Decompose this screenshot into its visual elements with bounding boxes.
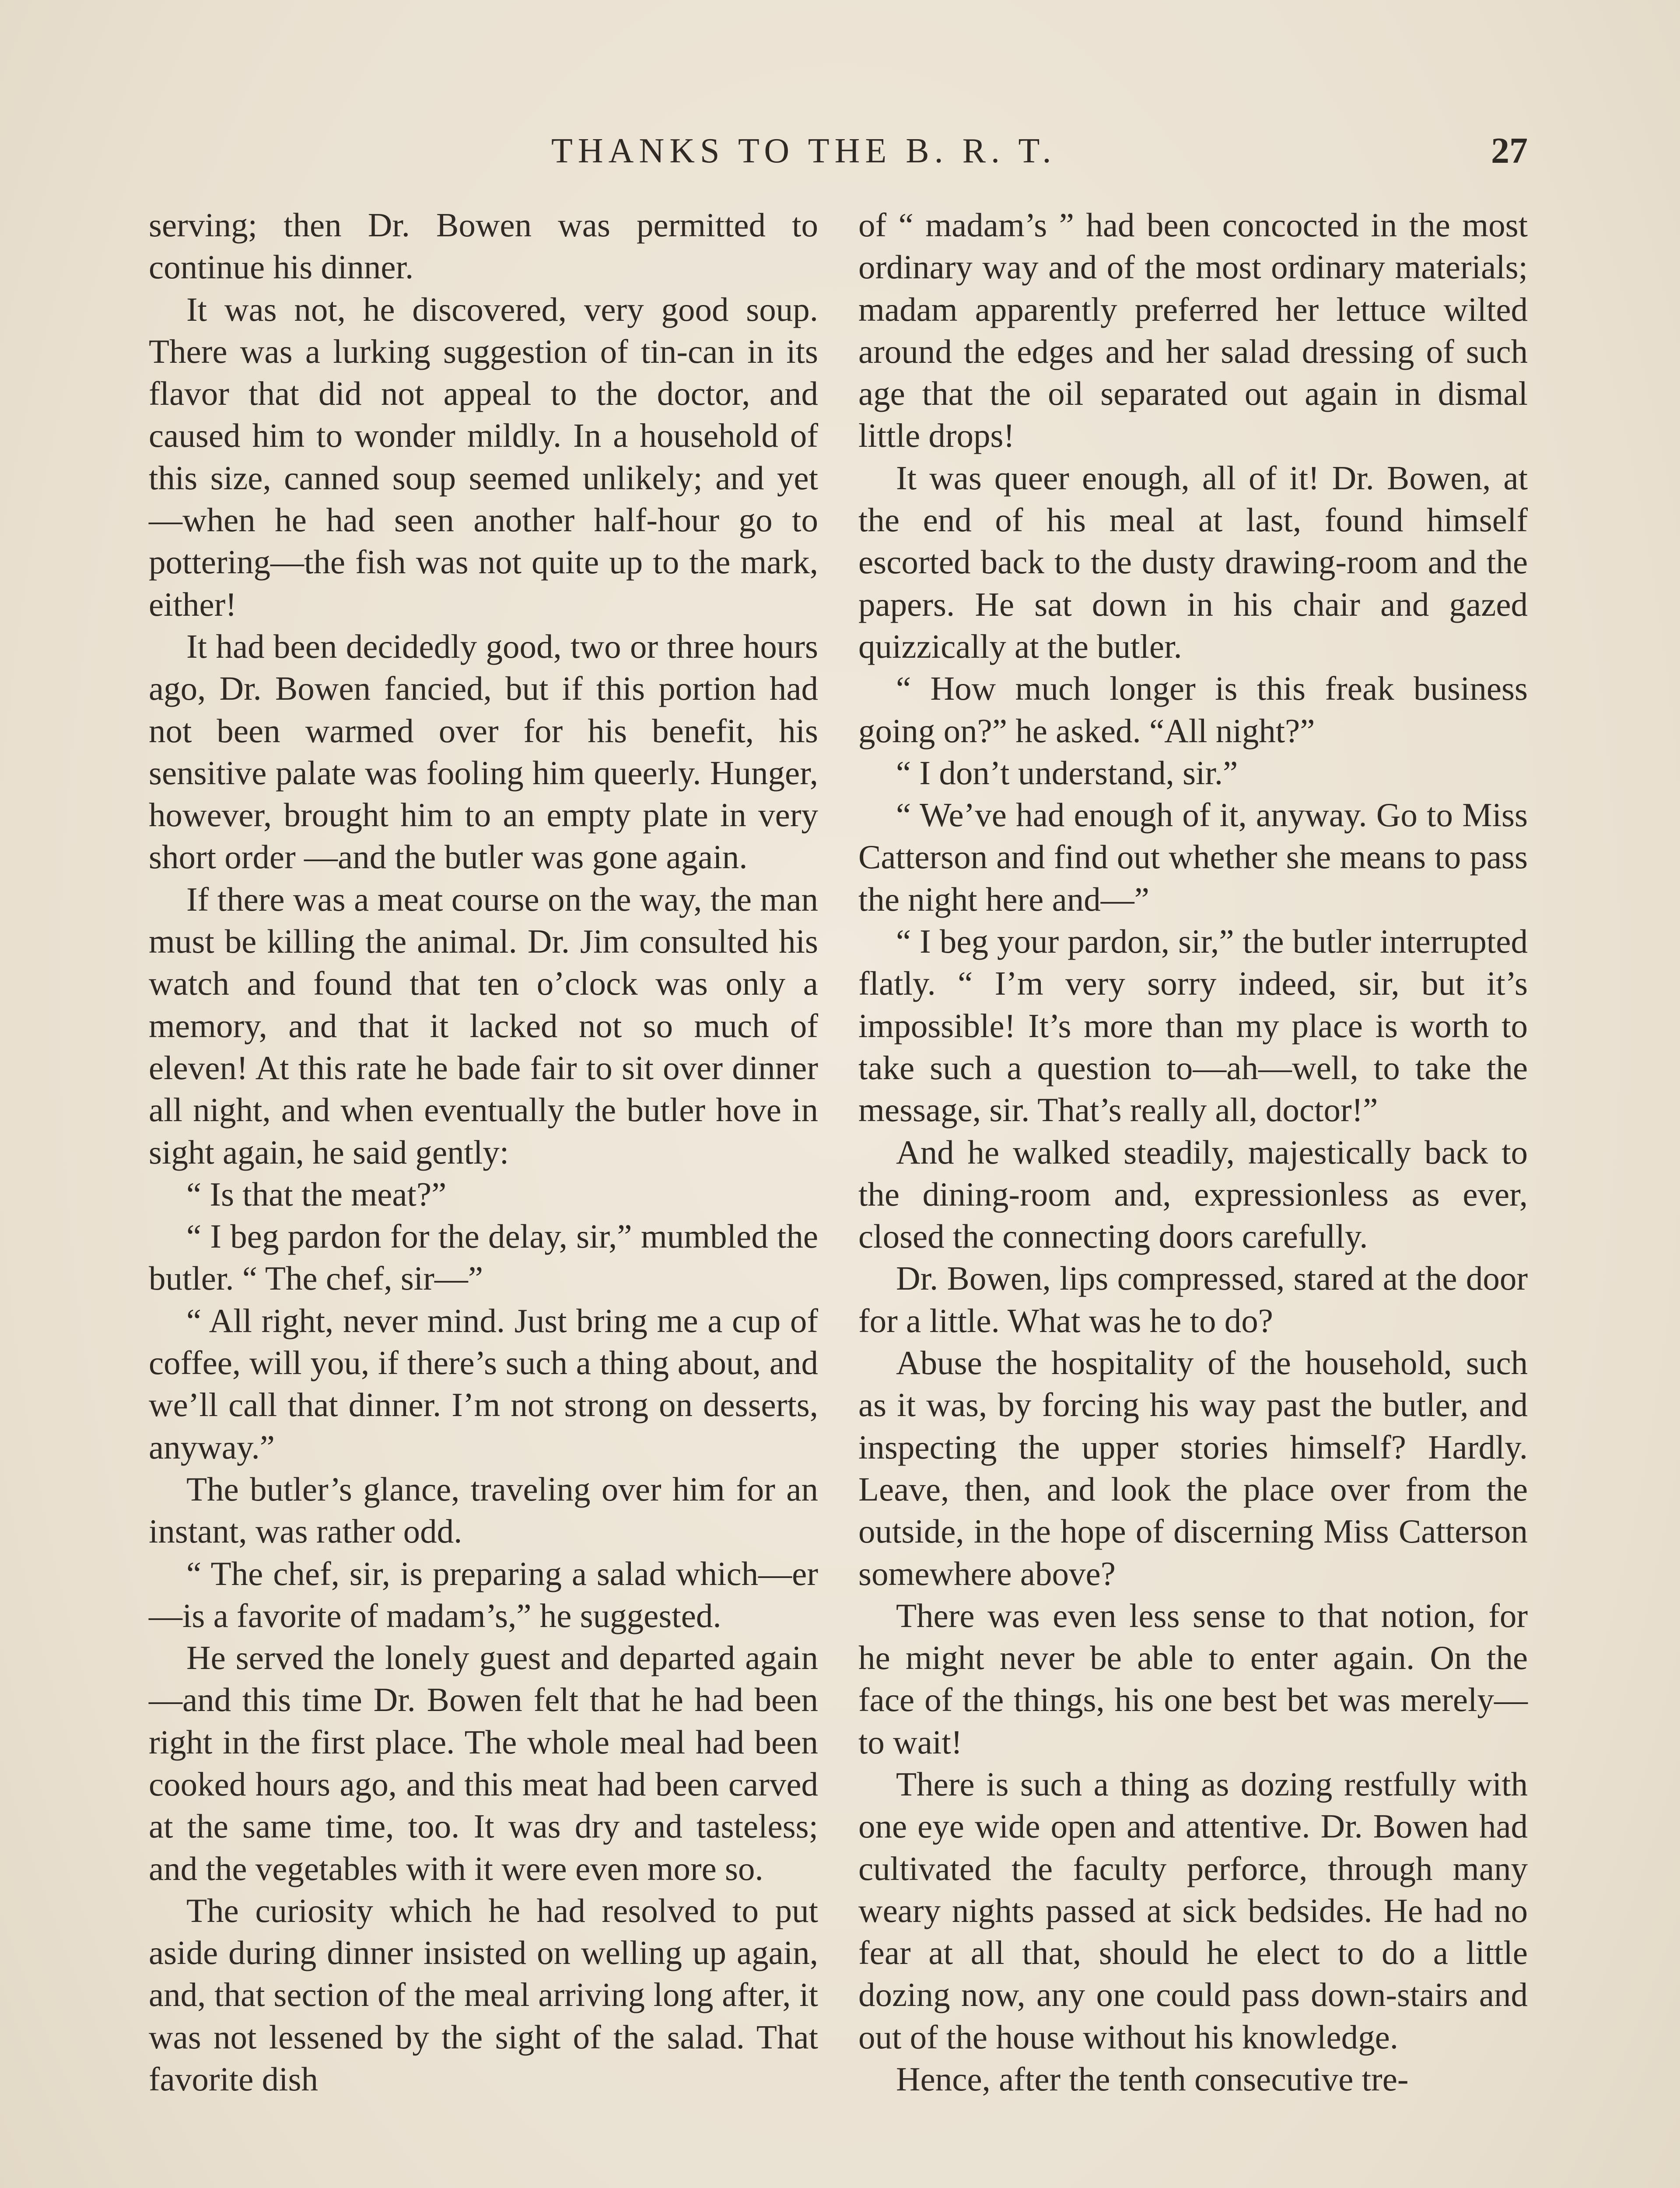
paragraph: “ I beg your pardon, sir,” the butler interrupted flatly. “ I’m very sorry indeed, sir, but it’s impossible! It’s more than my place is worth to take such a question to—ah—well, to take the message, sir. That’s really all, doctor!” <box>858 922 1528 1129</box>
paragraph: Hence, after the tenth consecutive tre- <box>896 2060 1409 2098</box>
paragraph: He served the lonely guest and departed again—and this time Dr. Bowen felt that he had been right in the first place. The whole meal had been cooked hours ago, and this meat had been carved at the same time, too. It was dry and tasteless; and the vegetables with it were even more so. <box>149 1639 818 1887</box>
paragraph: “ All right, never mind. Just bring me a cup of coffee, will you, if there’s such a thing about, and we’ll call that dinner. I’m not strong on desserts, anyway.” <box>149 1301 818 1466</box>
paragraph: The curiosity which he had resolved to put aside during dinner insisted on welling up again, and, that section of the meal arriving long after, it was not lessened by the sight of the salad. That favorite dish <box>149 1891 818 2098</box>
paragraph: And he walked steadily, majestically back to the dining-room and, expressionless as ever, closed the connecting doors carefully. <box>858 1133 1528 1255</box>
paragraph: “ Is that the meat?” <box>186 1175 447 1213</box>
running-head <box>0 127 1680 175</box>
page-number: 27 <box>1491 130 1528 171</box>
paragraph: “ I beg pardon for the delay, sir,” mumbled the butler. “ The chef, sir—” <box>149 1217 818 1297</box>
paragraph: “ The chef, sir, is preparing a salad which—er—is a favorite of madam’s,” he suggested. <box>149 1554 818 1634</box>
paragraph: Abuse the hospitality of the household, such as it was, by forcing his way past the butler, and inspecting the upper stories himself? Hardly. Leave, then, and look the place over from the outside, in the hope of discerning Miss Catterson somewhere above? <box>858 1344 1528 1592</box>
paragraph: It was queer enough, all of it! Dr. Bowen, at the end of his meal at last, found himself escorted back to the dusty drawing-room and the papers. He sat down in his chair and gazed quizzically at the butler. <box>858 459 1528 665</box>
left-column <box>149 204 818 2188</box>
paragraph: of “ madam’s ” had been concocted in the most ordinary way and of the most ordinary materials; madam apparently preferred her lettuce wilted around the edges and her salad dressing of such age that the oil separated out again in dismal little drops! <box>858 206 1528 455</box>
paragraph: It had been decidedly good, two or three hours ago, Dr. Bowen fancied, but if this portion had not been warmed over for his benefit, his sensitive palate was fooling him queerly. Hunger, however, brought him to an empty plate in very short order —and the butler was gone again. <box>149 627 818 876</box>
paragraph: There is such a thing as dozing restfully with one eye wide open and attentive. Dr. Bowen had cultivated the faculty perforce, through many weary nights passed at sick bedsides. He had no fear at all that, should he elect to do a little dozing now, any one could pass down-stairs and out of the house without his knowledge. <box>858 1765 1528 2056</box>
paragraph: There was even less sense to that notion, for he might never be able to enter again. On the face of the things, his one best bet was merely—to wait! <box>858 1596 1528 1761</box>
paragraph: If there was a meat course on the way, the man must be killing the animal. Dr. Jim consulted his watch and found that ten o’clock was only a memory, and that it lacked not so much of eleven! At this rate he bade fair to sit over dinner all night, and when eventually the butler hove in sight again, he said gently: <box>149 880 818 1171</box>
paragraph: The butler’s glance, traveling over him for an instant, was rather odd. <box>149 1470 818 1550</box>
paragraph: “ I don’t understand, sir.” <box>896 754 1238 792</box>
running-title: THANKS TO THE B. R. T. <box>551 132 1057 170</box>
right-column <box>858 204 1528 2188</box>
paragraph: “ How much longer is this freak business going on?” he asked. “All night?” <box>858 670 1528 750</box>
paragraph: It was not, he discovered, very good soup. There was a lurking suggestion of tin-can in its flavor that did not appeal to the doctor, and caused him to wonder mildly. In a household of this size, canned soup seemed unlikely; and yet—when he had seen another half-hour go to pottering—the fish was not quite up to the mark, either! <box>149 290 818 623</box>
paragraph: Dr. Bowen, lips compressed, stared at the door for a little. What was he to do? <box>858 1259 1528 1339</box>
paragraph: “ We’ve had enough of it, anyway. Go to Miss Catterson and find out whether she means to pass the night here and—” <box>858 796 1528 918</box>
paragraph: serving; then Dr. Bowen was permitted to continue his dinner. <box>149 206 818 286</box>
